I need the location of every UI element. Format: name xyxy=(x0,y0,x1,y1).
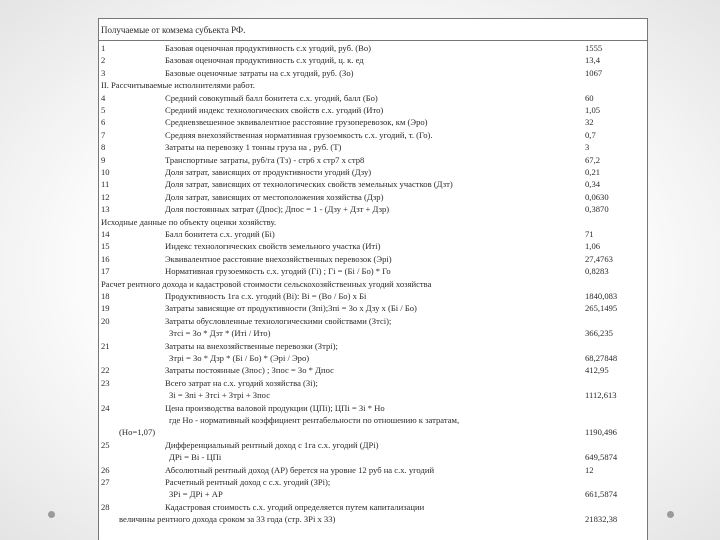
table-row xyxy=(99,67,649,79)
row-number: 1 xyxy=(101,43,106,53)
row-number: 14 xyxy=(101,229,110,239)
row-description: Абсолютный рентный доход (АР) берется на уровне 12 руб на с.х. угодий xyxy=(165,464,435,475)
row-description: Доля затрат, зависящих от технологических свойств земельных участков (Дзт) xyxy=(165,179,453,190)
row-value: 3 xyxy=(585,142,590,153)
table-row xyxy=(99,42,649,54)
row-value: 1,05 xyxy=(585,105,601,115)
section-header xyxy=(99,278,649,290)
table-row xyxy=(99,302,649,314)
row-number: 9 xyxy=(101,154,106,165)
table-row xyxy=(99,265,649,277)
row-description: Индекс технологических свойств земельного участка (Итi) xyxy=(165,241,381,252)
row-description: Дифференциальный рентный доход с 1га с.х. угодий (ДРi) xyxy=(165,439,379,450)
table-row xyxy=(99,451,649,463)
row-number: 4 xyxy=(101,92,106,103)
row-number: 16 xyxy=(101,253,110,264)
row-value: 0,3870 xyxy=(585,204,609,215)
table-row xyxy=(99,476,649,488)
left-decor-dot xyxy=(48,511,55,518)
row-number: 3 xyxy=(101,67,106,78)
row-number: 15 xyxy=(101,241,110,252)
table-row xyxy=(99,92,649,104)
row-description: Затраты постоянные (Зпос) ; Зпос = Зо * Дпос xyxy=(165,365,334,376)
table-row xyxy=(99,364,649,376)
table-row xyxy=(99,178,649,190)
table-row xyxy=(99,104,649,116)
row-value: 1,06 xyxy=(585,241,601,252)
table-row xyxy=(99,166,649,178)
row-description: Доля затрат, зависящих от продуктивности угодий (Дзу) xyxy=(165,167,372,177)
row-description: Базовая оценочная продуктивность с.х угодий, руб. (Bo) xyxy=(165,43,372,53)
row-number: 22 xyxy=(101,365,110,376)
row-number: 24 xyxy=(101,402,110,413)
table-row xyxy=(99,327,649,339)
row-number: 18 xyxy=(101,291,110,301)
row-description: Балл бонитета с.х. угодий (Бi) xyxy=(165,229,275,239)
row-number: 27 xyxy=(101,477,110,487)
row-description: Средняя внехозяйственная нормативная грузоемкость с.х. угодий, т. (Го). xyxy=(165,129,433,140)
table-row xyxy=(99,253,649,265)
row-value: 12 xyxy=(585,464,594,475)
row-number: 13 xyxy=(101,204,110,215)
row-number: 25 xyxy=(101,439,110,450)
row-description: Средневзвешенное эквивалентное расстояние грузоперевозок, км (Эро) xyxy=(165,117,428,128)
row-number: 5 xyxy=(101,105,106,115)
table-row xyxy=(99,402,649,414)
row-description: Средний совокупный балл бонитета с.х. угодий, балл (Бо) xyxy=(165,92,378,103)
row-value: 1190,496 xyxy=(585,427,617,438)
row-description: ДРi = Вi - ЦПi xyxy=(169,452,222,463)
row-value: 71 xyxy=(585,229,594,239)
table-row xyxy=(99,352,649,364)
row-description: (Нo=1,07) xyxy=(119,427,156,438)
row-description: величины рентного дохода сроком за 33 года (стр. ЗРi х 33) xyxy=(119,514,336,525)
row-value: 13,4 xyxy=(585,55,601,66)
table-row xyxy=(99,203,649,215)
row-number: 11 xyxy=(101,179,110,190)
row-number: 28 xyxy=(101,501,110,512)
row-description: Транспортные затраты, руб/га (Тз) - стр6 х стр7 х стр8 xyxy=(165,154,365,165)
row-value: 32 xyxy=(585,117,594,128)
row-description: Нормативная грузоемкость с.х. угодий (Гi) ; Гi = (Бi / Бо) * Го xyxy=(165,266,391,277)
table-row xyxy=(99,513,649,525)
table-row xyxy=(99,377,649,389)
table-row xyxy=(99,290,649,302)
table-row xyxy=(99,54,649,66)
table-row xyxy=(99,389,649,401)
row-number: 10 xyxy=(101,167,110,177)
table-row xyxy=(99,228,649,240)
section-header xyxy=(99,216,649,228)
table-row xyxy=(99,439,649,451)
table-row xyxy=(99,141,649,153)
row-description: Доля постоянных затрат (Дпос); Дпос = 1 - (Дзу + Дзт + Дзр) xyxy=(165,204,390,215)
row-value: 68,27848 xyxy=(585,353,618,363)
row-description: Продуктивность 1га с.х. угодий (Вi): Вi = (Во / Бо) х Бi xyxy=(165,291,367,301)
row-value: 1067 xyxy=(585,67,603,78)
row-description: ЗРi = ДРi + АР xyxy=(169,489,223,500)
row-value: 1112,613 xyxy=(585,390,617,401)
row-value: 0,8283 xyxy=(585,266,609,277)
row-description: Средний индекс технологических свойств с.х. угодий (Ито) xyxy=(165,105,384,115)
section-title: Исходные данные по объекту оценки хозяйству. xyxy=(101,216,277,227)
row-number: 6 xyxy=(101,117,106,128)
row-value: 0,7 xyxy=(585,129,596,140)
row-value: 649,5874 xyxy=(585,452,618,463)
table-row xyxy=(99,414,649,426)
row-number: 12 xyxy=(101,191,110,202)
row-description: Затраты на внехозяйственные перевозки (Зтрi); xyxy=(165,340,338,351)
row-description: Всего затрат на с.х. угодий хозяйства (Зi); xyxy=(165,377,318,388)
table-row xyxy=(99,501,649,513)
table-row xyxy=(99,116,649,128)
row-value: 0,34 xyxy=(585,179,601,190)
row-number: 26 xyxy=(101,464,110,475)
table-row xyxy=(99,488,649,500)
row-description: Затраты зависящие от продуктивности (Зпi);Зпi = Зо х Дзу х (Бi / Бо) xyxy=(165,303,417,314)
row-number: 7 xyxy=(101,129,106,140)
row-number: 23 xyxy=(101,377,110,388)
document-sheet xyxy=(98,18,648,540)
row-value: 1840,083 xyxy=(585,291,618,301)
section-title: Расчет рентного дохода и кадастровой стоимости сельскохозяйственных угодий хозяйства xyxy=(101,278,432,289)
row-number: 21 xyxy=(101,340,110,351)
row-value: 661,5874 xyxy=(585,489,618,500)
table-row xyxy=(99,315,649,327)
row-description: Цена производства валовой продукции (ЦПi); ЦПi = Зi * Нo xyxy=(165,402,385,413)
row-description: Расчетный рентный доход с с.х. угодий (ЗРi); xyxy=(165,477,331,487)
row-description: Затраты на перевозку 1 тонны груза на , руб. (Т) xyxy=(165,142,342,153)
row-value: 412,95 xyxy=(585,365,609,376)
row-value: 265,1495 xyxy=(585,303,618,314)
row-description: Базовые оценочные затраты на с.х угодий, руб. (Зо) xyxy=(165,67,354,78)
right-decor-dot xyxy=(667,511,674,518)
row-description: Зтсi = Зо * Дзт * (Итi / Ито) xyxy=(169,328,271,339)
table-row xyxy=(99,129,649,141)
row-number: 19 xyxy=(101,303,110,314)
row-value: 21832,38 xyxy=(585,514,618,525)
row-description: Зi = Зпi + Зтсi + Зтрi + Зпос xyxy=(169,390,271,401)
section-title: II. Рассчитываемые исполнителями работ. xyxy=(101,80,255,91)
row-description: Зтрi = Зо * Дзр * (Бi / Бо) * (Эрi / Эро) xyxy=(169,353,310,363)
row-value: 67,2 xyxy=(585,154,601,165)
row-number: 2 xyxy=(101,55,106,66)
table-row xyxy=(99,240,649,252)
row-value: 27,4763 xyxy=(585,253,613,264)
document-title: Получаемые от комзема субъекта РФ. xyxy=(99,19,647,41)
row-number: 17 xyxy=(101,266,110,277)
row-description: Доля затрат, зависящих от местоположения хозяйства (Дзр) xyxy=(165,191,384,202)
table-row xyxy=(99,340,649,352)
row-value: 0,21 xyxy=(585,167,601,177)
row-value: 0,0630 xyxy=(585,191,609,202)
row-description: Кадастровая стоимость с.х. угодий определяется путем капитализации xyxy=(165,501,425,512)
row-value: 366,235 xyxy=(585,328,613,339)
row-description: Эквивалентное расстояние внехозяйственных перевозок (Эрi) xyxy=(165,253,392,264)
table-row xyxy=(99,464,649,476)
table-row xyxy=(99,426,649,438)
row-description: где Нo - нормативный коэффициент рентабельности по отношению к затратам, xyxy=(169,415,460,425)
row-value: 60 xyxy=(585,92,594,103)
row-number: 8 xyxy=(101,142,106,153)
row-description: Базовая оценочная продуктивность с.х угодий, ц. к. ед xyxy=(165,55,364,66)
row-description: Затраты обусловленные технологическими свойствами (Зтсi); xyxy=(165,315,392,326)
table-row xyxy=(99,191,649,203)
section-header xyxy=(99,79,649,91)
table-row xyxy=(99,154,649,166)
row-value: 1555 xyxy=(585,43,603,53)
row-number: 20 xyxy=(101,315,110,326)
